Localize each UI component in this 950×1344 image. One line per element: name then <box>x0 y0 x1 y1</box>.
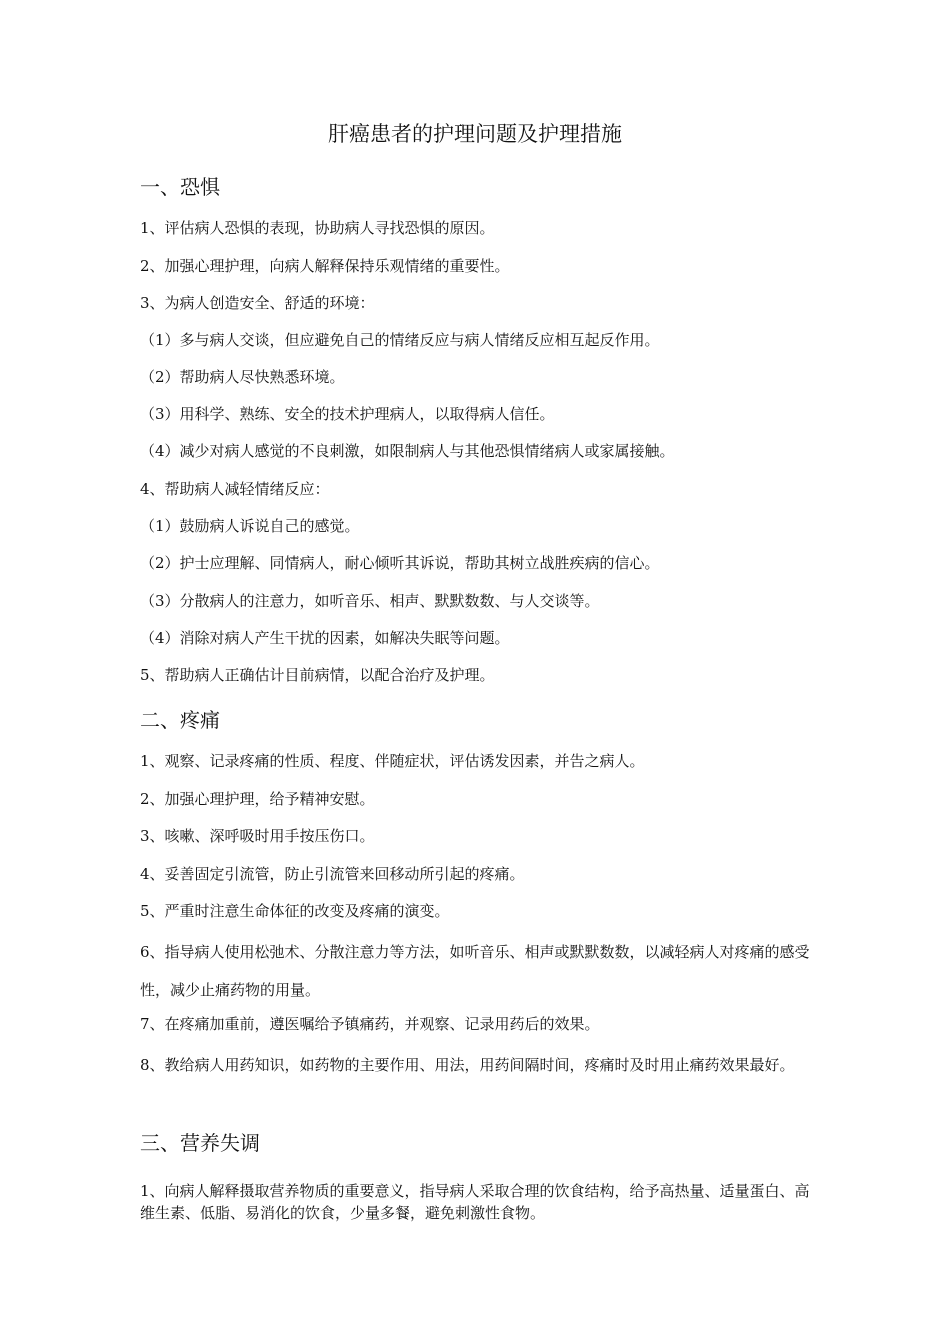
paragraph: 6、指导病人使用松弛术、分散注意力等方法，如听音乐、相声或默默数数，以减轻病人对疼痛的感受性，减少止痛药物的用量。 <box>140 943 810 999</box>
sub-paragraph: （4）减少对病人感觉的不良刺激，如限制病人与其他恐惧情绪病人或家属接触。 <box>140 442 675 460</box>
paragraph: 7、在疼痛加重前，遵医嘱给予镇痛药，并观察、记录用药后的效果。 <box>140 1015 600 1033</box>
section-heading-nutrition: 三、营养失调 <box>140 1131 260 1155</box>
paragraph: 2、加强心理护理，向病人解释保持乐观情绪的重要性。 <box>140 257 510 275</box>
section-heading-pain: 二、疼痛 <box>140 708 220 732</box>
paragraph: 4、妥善固定引流管，防止引流管来回移动所引起的疼痛。 <box>140 865 525 883</box>
paragraph: 5、严重时注意生命体征的改变及疼痛的演变。 <box>140 902 450 920</box>
paragraph: 3、为病人创造安全、舒适的环境： <box>140 294 375 312</box>
sub-paragraph: （2）护士应理解、同情病人，耐心倾听其诉说，帮助其树立战胜疾病的信心。 <box>140 554 660 572</box>
paragraph: 2、加强心理护理，给予精神安慰。 <box>140 790 375 808</box>
section-heading-fear: 一、恐惧 <box>140 175 220 199</box>
sub-paragraph: （4）消除对病人产生干扰的因素，如解决失眠等问题。 <box>140 629 510 647</box>
sub-paragraph: （1）鼓励病人诉说自己的感觉。 <box>140 517 360 535</box>
paragraph: 1、向病人解释摄取营养物质的重要意义，指导病人采取合理的饮食结构，给予高热量、适量蛋白、高维生素、低脂、易消化的饮食，少量多餐，避免刺激性食物。 <box>140 1182 810 1222</box>
sub-paragraph: （1）多与病人交谈，但应避免自己的情绪反应与病人情绪反应相互起反作用。 <box>140 331 660 349</box>
sub-paragraph: （3）分散病人的注意力，如听音乐、相声、默默数数、与人交谈等。 <box>140 592 600 610</box>
document-title: 肝癌患者的护理问题及护理措施 <box>328 122 622 146</box>
sub-paragraph: （3）用科学、熟练、安全的技术护理病人，以取得病人信任。 <box>140 405 555 423</box>
paragraph: 3、咳嗽、深呼吸时用手按压伤口。 <box>140 827 375 845</box>
paragraph: 1、观察、记录疼痛的性质、程度、伴随症状，评估诱发因素，并告之病人。 <box>140 752 645 770</box>
sub-paragraph: （2）帮助病人尽快熟悉环境。 <box>140 368 345 386</box>
paragraph: 1、评估病人恐惧的表现，协助病人寻找恐惧的原因。 <box>140 219 495 237</box>
paragraph: 5、帮助病人正确估计目前病情，以配合治疗及护理。 <box>140 666 495 684</box>
paragraph: 8、教给病人用药知识，如药物的主要作用、用法，用药间隔时间，疼痛时及时用止痛药效果最好。 <box>140 1056 795 1074</box>
paragraph: 4、帮助病人减轻情绪反应： <box>140 480 330 498</box>
